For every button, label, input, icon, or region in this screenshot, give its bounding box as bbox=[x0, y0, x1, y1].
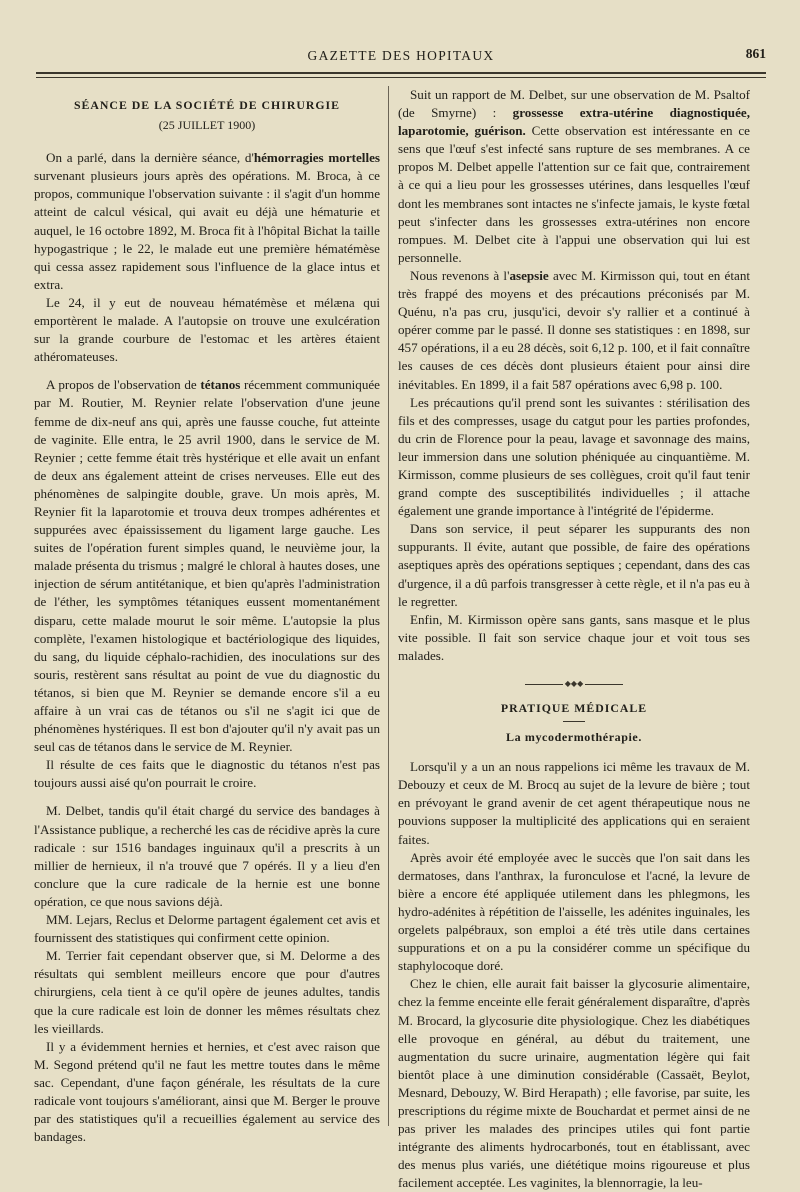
section-subtitle: La mycodermothérapie. bbox=[506, 730, 642, 745]
paragraph: Suit un rapport de M. Delbet, sur une observation de M. Psaltof (de Smyrne) : grossesse extra-utérine diagnostiquée, laparotomie, guérison. Cette observation est intéressante en ce sens que l'œuf s'est infecté sans rupture de ses membranes. A ce propos M. Delbet appelle l'attention sur ce fait que, contrairement à ce qui a lieu pour les grossesses utérines, dans lesquelles l'œuf dont les membranes sont intactes ne s'infecte jamais, le kyste fœtal peut s'infecter dans les grossesses extra-utérines non encore rompues. M. Delbet cite à l'appui une observation qui lui est personnelle. bbox=[398, 87, 750, 265]
header-rule-thin bbox=[36, 77, 766, 78]
right-column bbox=[398, 86, 750, 1192]
paragraph: On a parlé, dans la dernière séance, d'hémorragies mortelles survenant plusieurs jours après des opérations. M. Broca, à ce propos, communique l'observation suivante : il s'agit d'un homme atteint de calcul vésical, qui avait eu déjà une hématurie et auquel, le 16 octobre 1892, M. Broca fit à l'hôpital Bichat la taille hypogastrique ; le 22, le malade eut une première hématémèse qui cessa assez rapidement sous l'influence de la glace intus et extra. bbox=[34, 150, 380, 292]
bold-term: grossesse extra-utérine diagnostiquée, laparotomie, guérison. bbox=[398, 105, 750, 139]
header-rule bbox=[36, 72, 766, 74]
paragraph: Après avoir été employée avec le succès que l'on sait dans les dermatoses, dans l'anthrax, la furonculose et l'acné, la levure de bière a encore été appliquée utilement dans les phlegmons, les hydro-adénites à répétition de l'aisselle, les adénites inguinales, les orgelets palpébraux, son emploi a été très utile dans certaines suppurations et on a pu la considérer comme un spécifique du staphylocoque doré. bbox=[398, 849, 750, 974]
section-title-societe: SÉANCE DE LA SOCIÉTÉ DE CHIRURGIE bbox=[73, 98, 341, 112]
bold-term: tétanos bbox=[200, 377, 241, 393]
section-ornament: ◆◆◆ bbox=[398, 679, 750, 689]
paragraph: Nous revenons à l'asepsie avec M. Kirmisson qui, tout en étant très frappé des moyens et des précautions préconisés par M. Quénu, n'a pas cru, jusqu'ici, devoir s'y rallier et a continué à opérer comme par le passé. Il donne ses statistiques : en 1898, sur 457 opérations, il a eu 28 décès, soit 6,12 p. 100, et il fait connaître les causes de ces décès dont plusieurs étaient pour ainsi dire inévitables. En 1899, il a fait 587 opérations avec 6,98 p. 100. bbox=[398, 267, 750, 392]
paragraph: Lorsqu'il y a un an nous rappelions ici même les travaux de M. Debouzy et ceux de M. Brocq au sujet de la levure de bière ; tout en prévoyant le grand avenir de cet agent thérapeutique nous ne pouvions supposer la multiplicité des applications qui en seraient faites. bbox=[398, 759, 750, 847]
bold-term: asepsie bbox=[509, 267, 549, 283]
journal-title: GAZETTE DES HOPITAUX bbox=[307, 48, 495, 63]
paragraph: Les précautions qu'il prend sont les suivantes : stérilisation des fils et des compresses, usage du catgut pour les parties profondes, du crin de Florence pour la peau, lavage et savonnage des mains, leur immersion dans une solution phéniquée au cinquantième. M. Kirmisson, comme plusieurs de ses collègues, croit qu'il faut tenir grand compte des susceptibilités individuelles ; il attache également une grande importance à l'intégrité de l'épiderme. bbox=[398, 394, 750, 519]
paragraph: MM. Lejars, Reclus et Delorme partagent également cet avis et fournissent des statistiques qui confirment cette opinion. bbox=[34, 912, 380, 946]
paragraph: Enfin, M. Kirmisson opère sans gants, sans masque et le plus vite possible. Il fait son service chaque jour et voit tous ses malades. bbox=[398, 611, 750, 663]
paragraph: M. Delbet, tandis qu'il était chargé du service des bandages à l'Assistance publique, a recherché les cas de récidive après la cure radicale : sur 1516 bandages inguinaux qu'il a prescrits à un millier de hernieux, il n'a trouvé que 7 opérés. Il y a lieu d'en conclure que la cure radicale de la hernie est une bonne opération, ce que nous savions déjà. bbox=[34, 803, 380, 909]
paragraph: Il résulte de ces faits que le diagnostic du tétanos n'est pas toujours aussi aisé qu'on pourrait le croire. bbox=[34, 757, 380, 791]
subtitle-rule bbox=[563, 721, 585, 722]
left-column bbox=[34, 96, 380, 1146]
paragraph: M. Terrier fait cependant observer que, si M. Delorme a des résultats qui semblent meilleurs encore que pour d'autres chirurgiens, cela tient à ce qu'il opère de jeunes adultes, tandis que la cure radicale est loin de donner les mêmes résultats chez les vieillards. bbox=[34, 948, 380, 1036]
paragraph: Il y a évidemment hernies et hernies, et c'est avec raison que M. Segond prétend qu'il ne faut les mettre toutes dans le même sac. Cependant, d'une façon générale, les résultats de la cure radicale vont toujours s'améliorant, ainsi que M. Berger le prouve par des statistiques qu'il a recueillies également au service des bandages. bbox=[34, 1038, 380, 1145]
paragraph: A propos de l'observation de tétanos récemment communiquée par M. Routier, M. Reynier relate l'observation d'une jeune femme de dix-neuf ans qui, après une fausse couche, fut atteinte de vaginite. Elle entra, le 25 avril 1900, dans le service de M. Reynier ; cette femme était très hystérique et elle avait un enfant de deux ans également atteint de crises nerveuses. Elle eut des phénomènes de salpingite double, grave. Un mois après, M. Reynier fit la laparotomie et trouva deux trompes adhérentes et suppurées avec épaississement du ligament large gauche. Les suites de l'opération furent simples quand, le neuvième jour, la malade présenta du trismus ; malgré le chloral à hautes doses, une injection de sérum antitétanique, et bien qu'après l'administration de l'éther, les symptômes tétaniques eussent momentanément disparu, cette malade mourut le soir même. L'autopsie la plus complète, l'examen histologique et bactériologique des liquides, du sang, du liquide céphalo-rachidien, des inoculations sur des souris, restèrent sans résultat au point de vue du diagnostic du tétanos, si bien que M. Reynier se demande encore s'il a eu affaire à un vrai cas de tétanos ou s'il ne s'agit ici que de phénomènes hystériques. Il est bon d'ajouter qu'il n'y avait pas un seul cas de tétanos dans le service de M. Reynier. bbox=[34, 377, 380, 755]
section-date: (25 JUILLET 1900) bbox=[158, 118, 256, 133]
paragraph: Le 24, il y eut de nouveau hématémèse et mélæna qui emportèrent le malade. A l'autopsie on trouve une exulcération sur la grande courbure de l'estomac et les artères étaient athéromateuses. bbox=[34, 294, 380, 365]
bold-term: hémorragies mortelles bbox=[253, 150, 380, 166]
paragraph: Dans son service, il peut séparer les suppurants des non suppurants. Il évite, autant que possible, de faire des opérations aseptiques après des opérations septiques ; cependant, dans des cas d'urgence, il a dû parfois transgresser à cette règle, et il n'a pas eu à le regretter. bbox=[398, 521, 750, 609]
page-number: 861 bbox=[745, 46, 766, 61]
page-header bbox=[36, 46, 766, 68]
paragraph: Chez le chien, elle aurait fait baisser la glycosurie alimentaire, chez la femme enceinte elle ferait généralement disparaître, d'après M. Brocard, la glycosurie dite physiologique. Chez les diabétiques elle provoque en général, au début du traitement, une augmentation du sucre urinaire, augmentation légère qui fait bientôt place à une diminution considérable (Cassaët, Beylot, Mesnard, Debouzy, W. Bird Herapath) ; elle favorise, par suite, les prescriptions du régime mixte de Bouchardat et permet ainsi de ne pas priver les malades des principes utiles qui font partie intégrante des aliments hydrocarbonés, tout en établissant, avec des menus plus variés, une diététique moins rigoureuse et plus facilement acceptée. Les vaginites, la blennorragie, la leu- bbox=[398, 976, 750, 1191]
section-title-pratique: PRATIQUE MÉDICALE bbox=[500, 701, 648, 715]
column-divider bbox=[388, 86, 389, 1126]
